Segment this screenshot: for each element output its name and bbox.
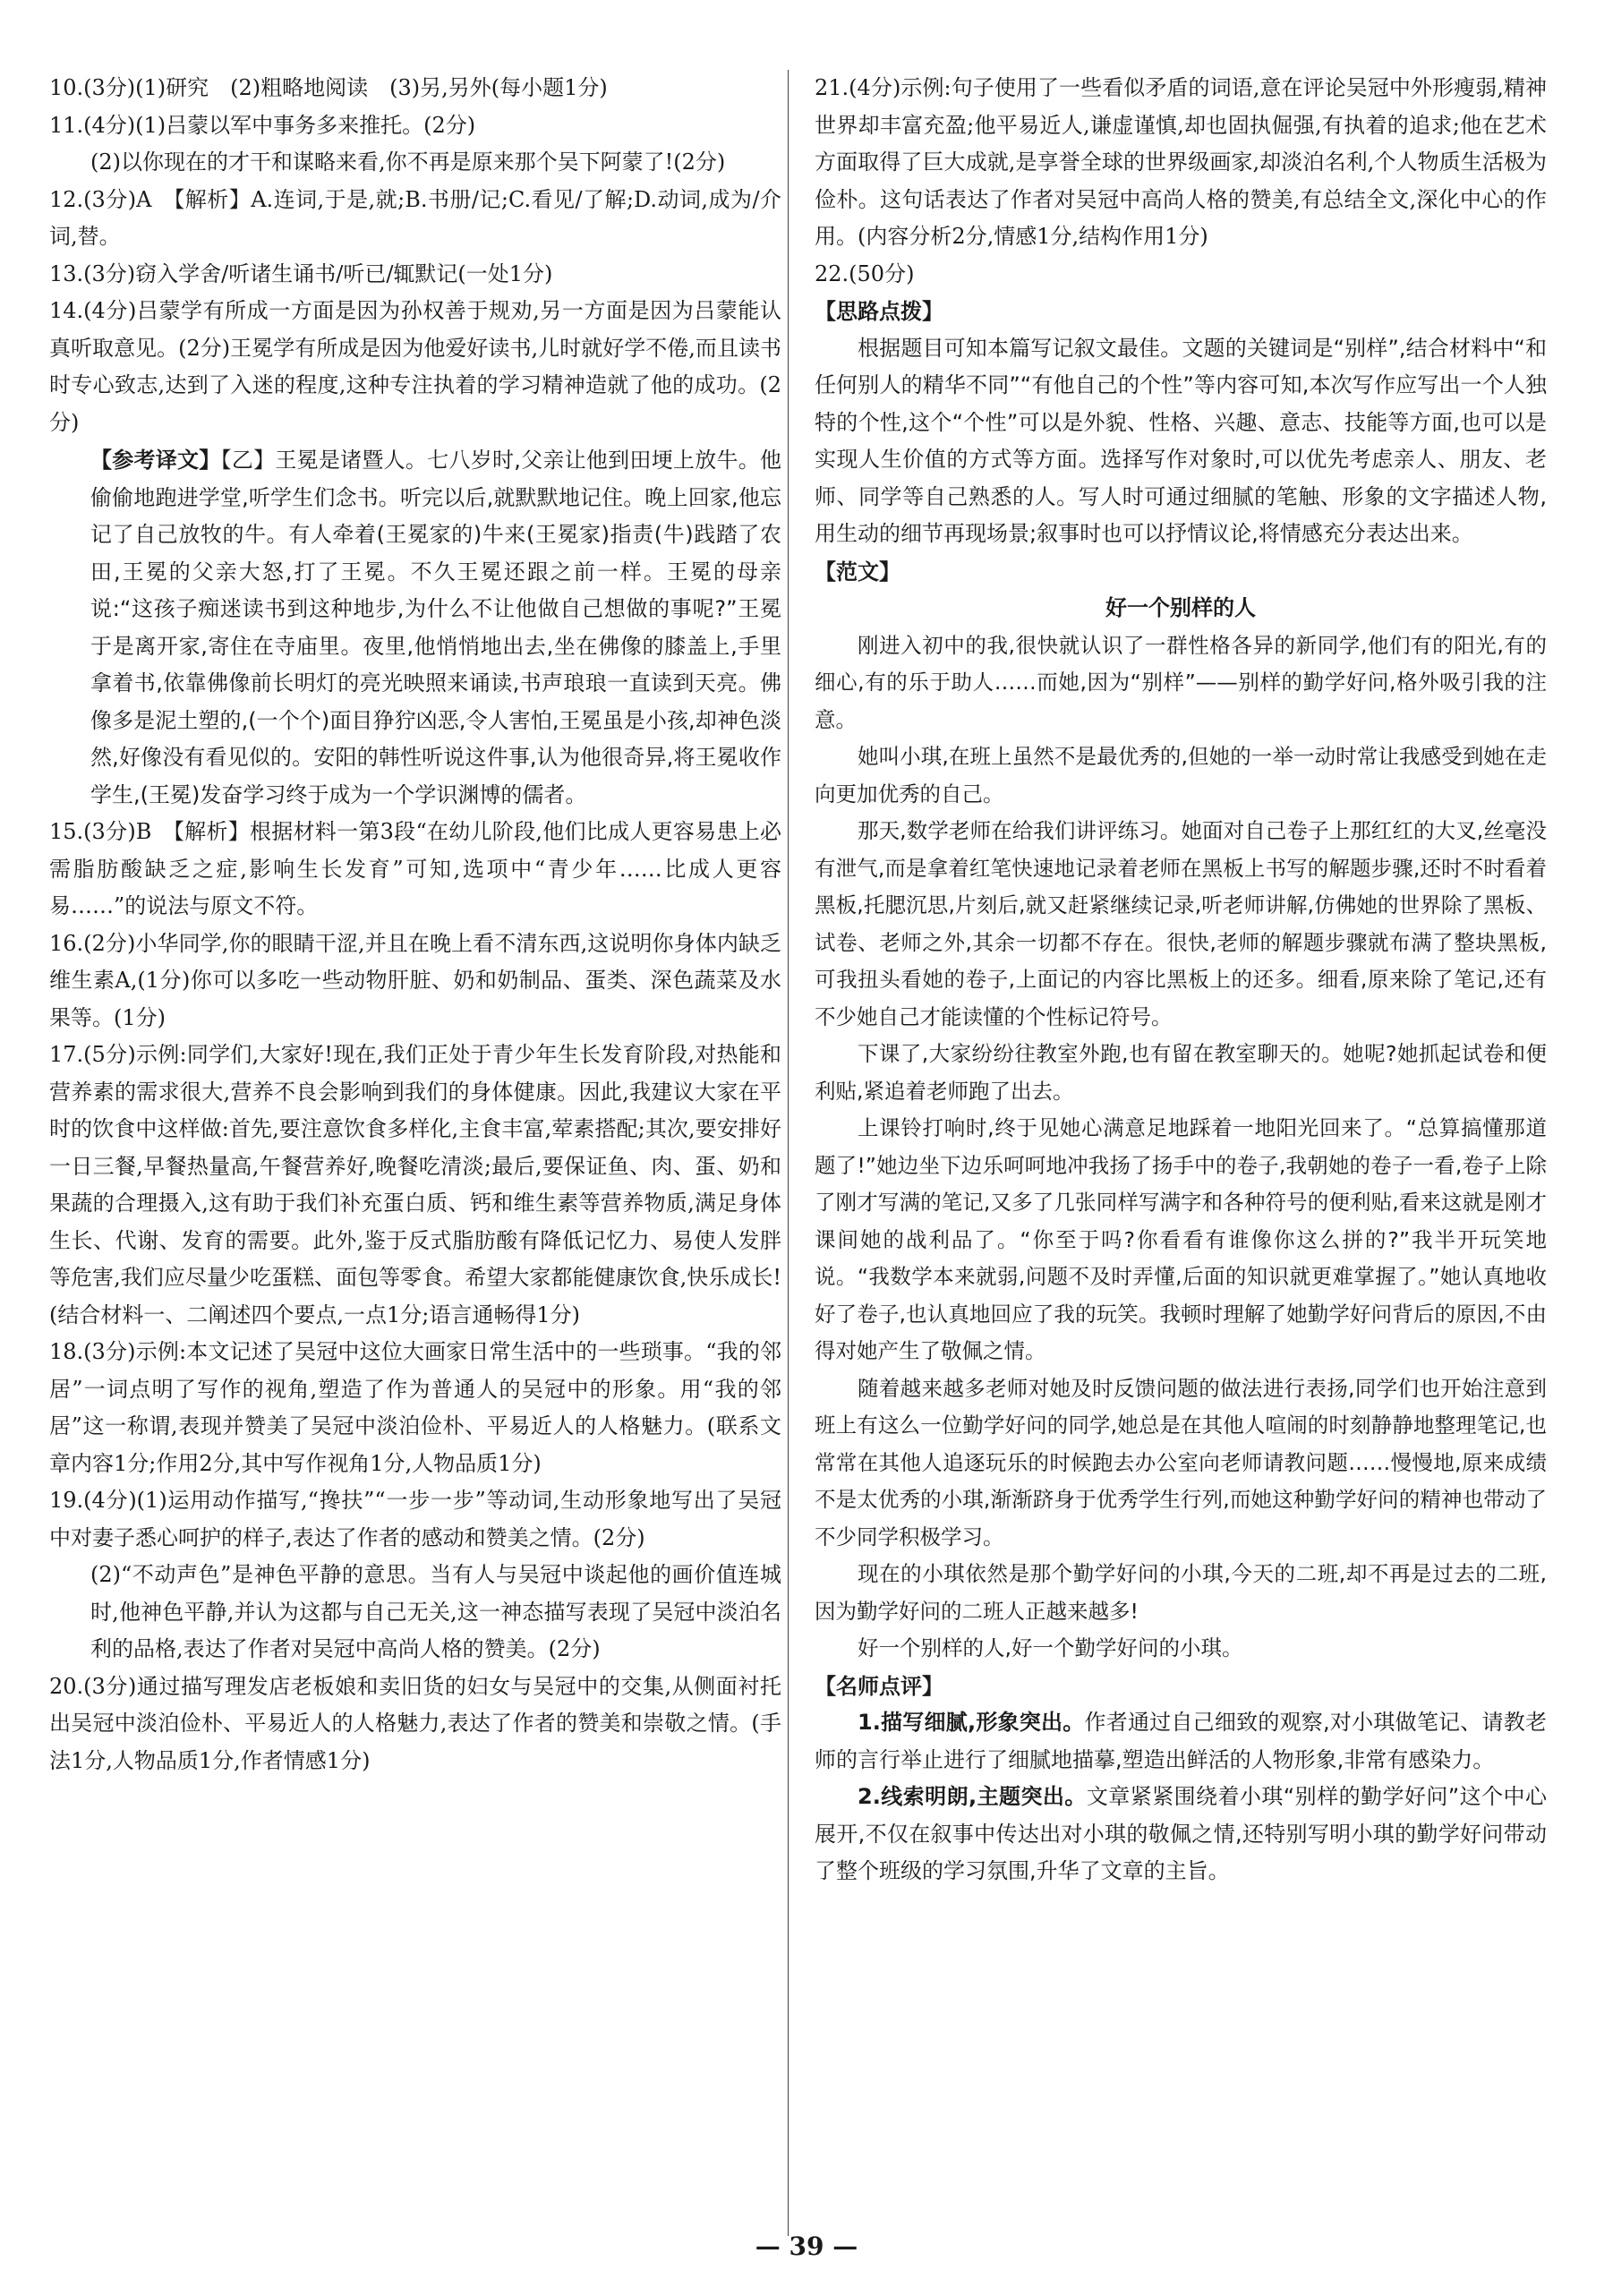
answer-10: 10.(3分)(1)研究 (2)粗略地阅读 (3)另,另外(每小题1分): [49, 75, 608, 100]
model-essay-label: 【范文】: [815, 558, 900, 585]
answer-19-part2: (2)“不动声色”是神色平静的意思。当有人与吴冠中谈起他的画价值连城时,他神色平静,并认为这都与自己无关,这一神态描写表现了吴冠中淡泊名利的品格,表达了作者对吴冠中高尚人格的赞美。(2分): [90, 1562, 781, 1661]
review-2-text: 文章紧紧围绕着小琪“别样的勤学好问”这个中心展开,不仅在叙事中传达出对小琪的敬佩之情,还特别写明小琪的勤学好问带动了整个班级的学习氛围,升华了文章的主旨。: [815, 1784, 1547, 1883]
answer-21: 21.(4分)示例:句子使用了一些看似矛盾的词语,意在评论吴冠中外形瘦弱,精神世界却丰富充盈;他平易近人,谦虚谨慎,却也固执倔强,有执着的追求;他在艺术方面取得了巨大成就,是享誉全球的世界级画家,却淡泊名利,个人物质生活极为俭朴。这句话表达了作者对吴冠中高尚人格的赞美,有总结全文,深化中心的作用。(内容分析2分,情感1分,结构作用1分): [815, 75, 1547, 249]
answer-16: 16.(2分)小华同学,你的眼睛干涩,并且在晚上看不清东西,这说明你身体内缺乏维生素A,(1分)你可以多吃一些动物肝脏、奶和奶制品、蛋类、深色蔬菜及水果等。(1分): [49, 930, 781, 1030]
answer-13: 13.(3分)窃入学舍/听诸生诵书/听已/辄默记(一处1分): [49, 260, 553, 286]
answer-22: 22.(50分): [815, 260, 915, 286]
essay-title: 好一个别样的人: [1105, 595, 1256, 620]
answer-17: 17.(5分)示例:同学们,大家好!现在,我们正处于青少年生长发育阶段,对热能和营养素的需求很大,营养不良会影响到我们的身体健康。因此,我建议大家在平时的饮食中这样做:首先,要注意饮食多样化,主食丰富,荤素搭配;其次,要安排好一日三餐,早餐热量高,午餐营养好,晚餐吃清淡;最后,要保证鱼、肉、蛋、奶和果蔬的合理摄入,这有助于我们补充蛋白质、钙和维生素等营养物质,满足身体生长、代谢、发育的需要。此外,鉴于反式脂肪酸有降低记忆力、易使人发胖等危害,我们应尽量少吃蛋糕、面包等零食。希望大家都能健康饮食,快乐成长!(结合材料一、二阐述四个要点,一点1分;语言通畅得1分): [49, 1042, 781, 1327]
answer-18: 18.(3分)示例:本文记述了吴冠中这位大画家日常生活中的一些琐事。“我的邻居”一词点明了写作的视角,塑造了作为普通人的吴冠中的形象。用“我的邻居”这一称谓,表现并赞美了吴冠中淡泊俭朴、平易近人的人格魅力。(联系文章内容1分;作用2分,其中写作视角1分,人物品质1分): [49, 1339, 781, 1476]
review-1-text: 作者通过自己细致的观察,对小琪做笔记、请教老师的言行举止进行了细腻地描摹,塑造出鲜活的人物形象,非常有感染力。: [815, 1710, 1547, 1772]
column-divider: [788, 70, 789, 2236]
review-1-heading: 1.描写细腻,形象突出。: [858, 1710, 1085, 1735]
essay-body: [815, 627, 1547, 1668]
reference-translation: [49, 441, 781, 814]
essay-paragraph: 现在的小琪依然是那个勤学好问的小琪,今天的二班,却不再是过去的二班,因为勤学好问的二班人正越来越多!: [815, 1561, 1547, 1624]
essay-paragraph: 那天,数学老师在给我们讲评练习。她面对自己卷子上那红红的大叉,丝毫没有泄气,而是拿着红笔快速地记录着老师在黑板上书写的解题步骤,还时不时看着黑板,托腮沉思,片刻后,就又赶紧继续记录,听老师讲解,仿佛她的世界除了黑板、试卷、老师之外,其余一切都不存在。很快,老师的解题步骤就布满了整块黑板,可我扭头看她的卷子,上面记的内容比黑板上的还多。细看,原来除了笔记,还有不少她自己才能读懂的个性标记符号。: [815, 818, 1547, 1029]
answer-11-part2: (2)以你现在的才干和谋略来看,你不再是原来那个吴下阿蒙了!(2分): [90, 149, 726, 175]
review-point-1: [815, 1704, 1547, 1779]
answer-11-part1: 11.(4分)(1)吕蒙以军中事务多来推托。(2分): [49, 112, 476, 138]
essay-paragraph: 她叫小琪,在班上虽然不是最优秀的,但她的一举一动时常让我感受到她在走向更加优秀的自己。: [815, 744, 1547, 807]
page-number: — 39 —: [755, 2232, 858, 2261]
translation-text: 【乙】王冕是诸暨人。七八岁时,父亲让他到田埂上放牛。他偷偷地跑进学堂,听学生们念书。听完以后,就默默地记住。晚上回家,他忘记了自己放牧的牛。有人牵着(王冕家的)牛来(王冕家)指责(牛)践踏了农田,王冕的父亲大怒,打了王冕。不久王冕还跟之前一样。王冕的母亲说:“这孩子痴迷读书到这种地步,为什么不让他做自己想做的事呢?”王冕于是离开家,寄住在寺庙里。夜里,他悄悄地出去,坐在佛像的膝盖上,手里拿着书,依靠佛像前长明灯的亮光映照来诵读,书声琅琅一直读到天亮。佛像多是泥土塑的,(一个个)面目狰狞凶恶,令人害怕,王冕虽是小孩,却神色淡然,好像没有看见似的。安阳的韩性听说这件事,认为他很奇异,将王冕收作学生,(王冕)发奋学习终于成为一个学识渊博的儒者。: [90, 448, 781, 807]
answer-12: 12.(3分)A 【解析】A.连词,于是,就;B.书册/记;C.看见/了解;D.动词,成为/介词,替。: [49, 186, 781, 249]
review-point-2: [815, 1779, 1547, 1891]
essay-paragraph: 下课了,大家纷纷往教室外跑,也有留在教室聊天的。她呢?她抓起试卷和便利贴,紧追着老师跑了出去。: [815, 1041, 1547, 1104]
essay-paragraph: 随着越来越多老师对她及时反馈问题的做法进行表扬,同学们也开始注意到班上有这么一位勤学好问的同学,她总是在其他人喧闹的时刻静静地整理笔记,也常常在其他人追逐玩乐的时候跑去办公室向老师请教问题……慢慢地,原来成绩不是太优秀的小琪,渐渐跻身于优秀学生行列,而她这种勤学好问的精神也带动了不少同学积极学习。: [815, 1375, 1547, 1549]
review-label: 【名师点评】: [815, 1672, 943, 1699]
right-column: [815, 70, 1547, 1891]
translation-label: 【参考译文】: [90, 447, 221, 473]
tips-text: 根据题目可知本篇写记叙文最佳。文题的关键词是“别样”,结合材料中“和任何别人的精华不同”“有他自己的个性”等内容可知,本次写作应写出一个人独特的个性,这个“个性”可以是外貌、性格、兴趣、意志、技能等方面,也可以是实现人生价值的方式等方面。选择写作对象时,可以优先考虑亲人、朋友、老师、同学等自己熟悉的人。写人时可通过细腻的笔触、形象的文字描述人物,用生动的细节再现场景;叙事时也可以抒情议论,将情感充分表达出来。: [815, 335, 1547, 546]
answer-15: 15.(3分)B 【解析】根据材料一第3段“在幼儿阶段,他们比成人更容易患上必需脂肪酸缺乏之症,影响生长发育”可知,选项中“青少年……比成人更容易……”的说法与原文不符。: [49, 819, 781, 918]
answer-14: 14.(4分)吕蒙学有所成一方面是因为孙权善于规劝,另一方面是因为吕蒙能认真听取意见。(2分)王冕学有所成是因为他爱好读书,儿时就好学不倦,而且读书时专心致志,达到了入迷的程度,这种专注执着的学习精神造就了他的成功。(2分): [49, 298, 781, 435]
review-2-heading: 2.线索明朗,主题突出。: [858, 1784, 1087, 1809]
left-column: [49, 70, 781, 1780]
essay-paragraph: 上课铃打响时,终于见她心满意足地踩着一地阳光回来了。“总算搞懂那道题了!”她边坐下边乐呵呵地冲我扬了扬手中的卷子,我朝她的卷子一看,卷子上除了刚才写满的笔记,又多了几张同样写满字和各种符号的便利贴,看来这就是刚才课间她的战利品了。“你至于吗?你看看有谁像你这么拼的?”我半开玩笑地说。“我数学本来就弱,问题不及时弄懂,后面的知识就更难掌握了。”她认真地收好了卷子,也认真地回应了我的玩笑。我顿时理解了她勤学好问背后的原因,不由得对她产生了敬佩之情。: [815, 1115, 1547, 1363]
essay-paragraph: 好一个别样的人,好一个勤学好问的小琪。: [858, 1635, 1243, 1660]
tips-label: 【思路点拨】: [815, 298, 943, 324]
answer-20: 20.(3分)通过描写理发店老板娘和卖旧货的妇女与吴冠中的交集,从侧面衬托出吴冠中淡泊俭朴、平易近人的人格魅力,表达了作者的赞美和崇敬之情。(手法1分,人物品质1分,作者情感1分): [49, 1673, 781, 1773]
essay-paragraph: 刚进入初中的我,很快就认识了一群性格各异的新同学,他们有的阳光,有的细心,有的乐于助人……而她,因为“别样”——别样的勤学好问,格外吸引我的注意。: [815, 632, 1547, 732]
answer-19-part1: 19.(4分)(1)运用动作描写,“搀扶”“一步一步”等动词,生动形象地写出了吴冠中对妻子悉心呵护的样子,表达了作者的感动和赞美之情。(2分): [49, 1488, 781, 1550]
